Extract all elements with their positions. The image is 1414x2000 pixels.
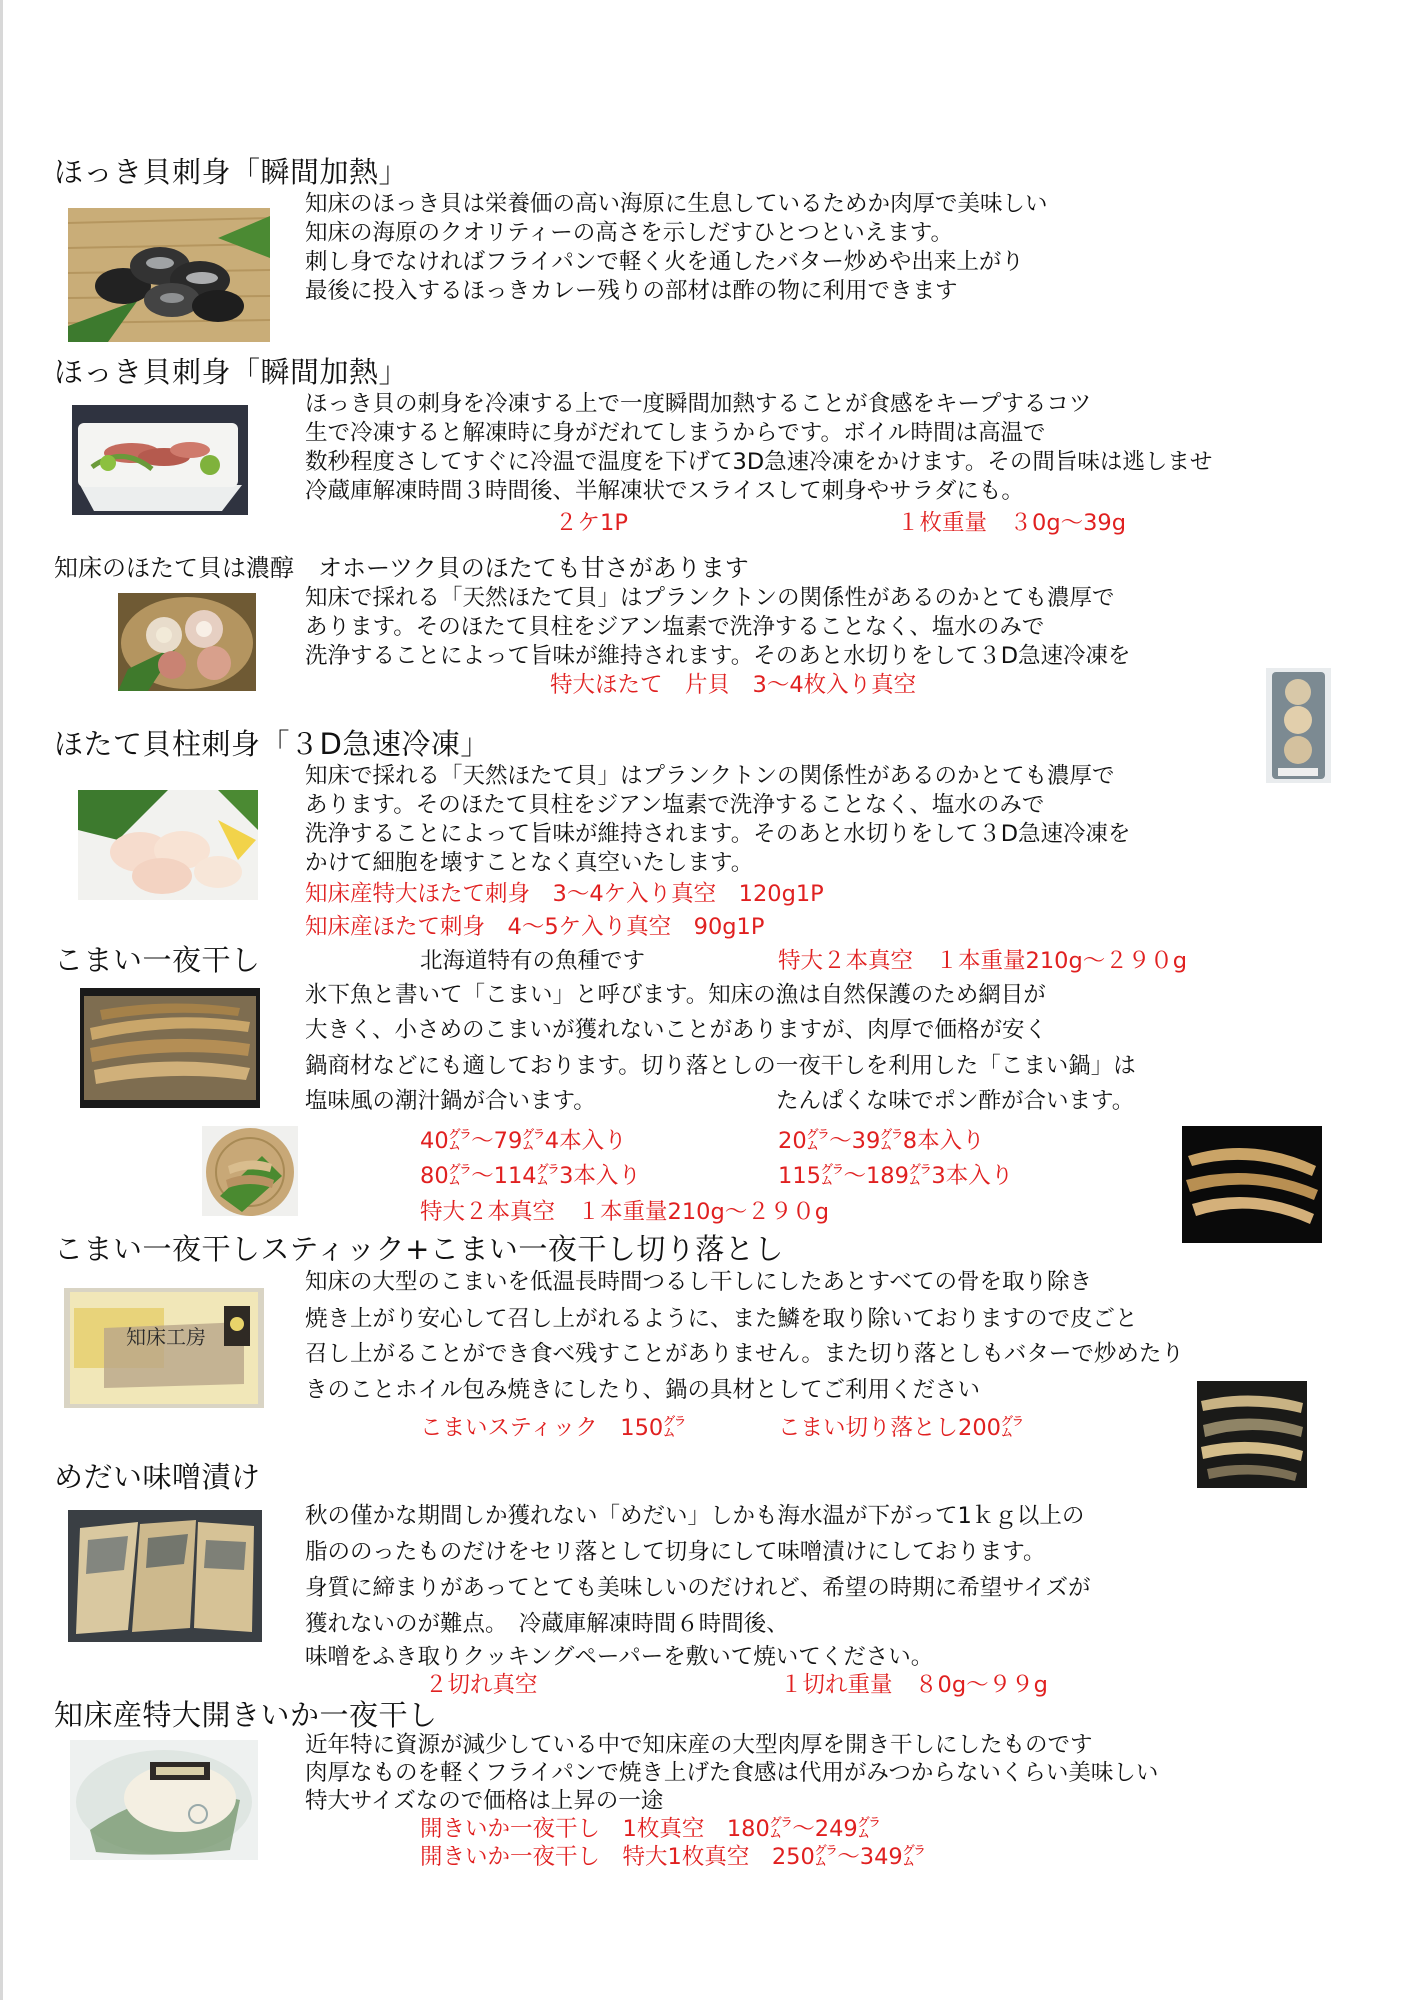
body-line: 洗浄することによって旨味が維持されます。そのあと水切りをして３D急速冷凍を: [305, 821, 1131, 847]
komai-kiriotoshi-photo: [1197, 1381, 1307, 1488]
price-label: 開きいか一夜干し 1枚真空 180㌘～249㌘: [420, 1816, 881, 1842]
komai-stick-package-photo: [64, 1288, 264, 1408]
scallop-sashimi-photo: [78, 790, 258, 900]
price-label: 20㌘～39㌘8本入り: [778, 1128, 985, 1154]
body-line: 肉厚なものを軽くフライパンで焼き上げた食感は代用がみつからないくらい美味しい: [305, 1760, 1159, 1786]
ika-package-photo: [70, 1740, 258, 1860]
body-line: 特大サイズなので価格は上昇の一途: [305, 1788, 664, 1814]
scallop-pack-photo: [1266, 668, 1331, 783]
price-label: １切れ重量 ８0g～９９g: [780, 1672, 1048, 1698]
body-line: 氷下魚と書いて「こまい」と呼びます。知床の漁は自然保護のため網目が: [305, 982, 1046, 1008]
komai-fish-black-photo: [1182, 1126, 1322, 1243]
komai-dried-fish-photo: [80, 988, 260, 1108]
price-label: 115㌘～189㌘3本入り: [778, 1163, 1014, 1189]
section-title-hotate-sashimi: ほたて貝柱刺身「３D急速冷凍」: [54, 727, 490, 761]
price-label: 開きいか一夜干し 特大1枚真空 250㌘～349㌘: [420, 1844, 926, 1870]
section-title-medai: めだい味噌漬け: [54, 1460, 261, 1494]
body-line: 最後に投入するほっきカレー残りの部材は酢の物に利用できます: [305, 278, 958, 304]
body-line: 味噌をふき取りクッキングペーパーを敷いて焼いてください。: [305, 1644, 934, 1670]
body-line: 脂ののったものだけをセリ落として切身にして味噌漬けにしております。: [305, 1539, 1046, 1565]
body-line: 知床のほっき貝は栄養価の高い海原に生息しているためか肉厚で美味しい: [305, 191, 1048, 217]
body-line: 秋の僅かな期間しか獲れない「めだい」しかも海水温が下がって1ｋｇ以上の: [305, 1503, 1085, 1529]
section-title-ika: 知床産特大開きいか一夜干し: [54, 1698, 438, 1732]
body-line: 近年特に資源が減少している中で知床産の大型肉厚を開き干しにしたものです: [305, 1732, 1093, 1758]
body-line: あります。そのほたて貝柱をジアン塩素で洗浄することなく、塩水のみで: [305, 614, 1045, 640]
body-line: たんぱくな味でポン酢が合います。: [776, 1088, 1135, 1114]
body-line: あります。そのほたて貝柱をジアン塩素で洗浄することなく、塩水のみで: [305, 792, 1045, 818]
section-title-komai: こまい一夜干し: [54, 943, 261, 977]
body-line: 冷蔵庫解凍時間３時間後、半解凍状でスライスして刺身やサラダにも。: [305, 478, 1024, 504]
price-label: ２切れ真空: [425, 1672, 538, 1698]
price-label: こまい切り落とし200㌘: [778, 1415, 1024, 1441]
body-line: 数秒程度さしてすぐに冷温で温度を下げて3D急速冷凍をかけます。その間旨味は逃しませ: [305, 449, 1213, 475]
body-line: 鍋商材などにも適しております。切り落としの一夜干しを利用した「こまい鍋」は: [305, 1053, 1136, 1079]
body-line: 焼き上がり安心して召し上がれるように、また鱗を取り除いておりますので皮ごと: [305, 1306, 1138, 1332]
price-label: 特大２本真空 １本重量210g～２９０g: [420, 1199, 830, 1225]
body-line: 知床で採れる「天然ほたて貝」はプランクトンの関係性があるのかとても濃厚で: [305, 585, 1115, 611]
price-label: 80㌘～114㌘3本入り: [420, 1163, 641, 1189]
body-line: 塩味風の潮汁鍋が合います。: [305, 1088, 596, 1114]
hokki-sashimi-photo: [72, 405, 248, 515]
body-line: かけて細胞を壊すことなく真空いたします。: [305, 850, 754, 876]
price-label: 特大ほたて 片貝 3～4枚入り真空: [550, 672, 917, 698]
price-label: １枚重量 ３0g～39g: [897, 510, 1127, 536]
price-label: 特大２本真空 １本重量210g～２９０g: [778, 948, 1188, 974]
page-edge: [0, 0, 3, 2000]
body-line: 洗浄することによって旨味が維持されます。そのあと水切りをして３D急速冷凍を: [305, 643, 1131, 669]
komai-basket-photo: [202, 1126, 298, 1216]
body-line: ほっき貝の刺身を冷凍する上で一度瞬間加熱することが食感をキープするコツ: [305, 391, 1092, 417]
section-title-hotate: 知床のほたて貝は濃醇 オホーツク貝のほたても甘さがあります: [54, 554, 749, 582]
price-label: 知床産ほたて刺身 4～5ケ入り真空 90g1P: [305, 914, 765, 940]
scallop-shell-photo: [118, 593, 256, 691]
body-line: 知床で採れる「天然ほたて貝」はプランクトンの関係性があるのかとても濃厚で: [305, 763, 1115, 789]
section-title-komai-stick: こまい一夜干しスティック+こまい一夜干し切り落とし: [54, 1232, 784, 1266]
price-label: 40㌘～79㌘4本入り: [420, 1128, 627, 1154]
body-line: 獲れないのが難点。 冷蔵庫解凍時間６時間後、: [305, 1611, 789, 1637]
body-line: 召し上がることができ食べ残すことがありません。また切り落としもバターで炒めたり: [305, 1341, 1184, 1367]
package-label-text: 知床工房: [126, 1325, 206, 1349]
body-line: 生で冷凍すると解凍時に身がだれてしまうからです。ボイル時間は高温で: [305, 420, 1046, 446]
section-title-hokki-1: ほっき貝刺身「瞬間加熱」: [54, 155, 409, 189]
medai-miso-photo: [68, 1510, 262, 1642]
body-line: きのことホイル包み焼きにしたり、鍋の具材としてご利用ください: [305, 1377, 981, 1403]
body-line: 身質に締まりがあってとても美味しいのだけれど、希望の時期に希望サイズが: [305, 1575, 1091, 1601]
body-line: 刺し身でなければフライパンで軽く火を通したバター炒めや出来上がり: [305, 249, 1024, 275]
hokki-clam-photo: [68, 208, 270, 342]
price-label: 知床産特大ほたて刺身 3～4ケ入り真空 120g1P: [305, 881, 824, 907]
price-label: こまいスティック 150㌘: [420, 1415, 686, 1441]
body-line: 大きく、小さめのこまいが獲れないことがありますが、肉厚で価格が安く: [305, 1017, 1048, 1043]
body-line: 知床の大型のこまいを低温長時間つるし干しにしたあとすべての骨を取り除き: [305, 1269, 1093, 1295]
price-label: ２ケ1P: [555, 510, 628, 536]
body-line: 知床の海原のクオリティーの高さを示しだすひとつといえます。: [305, 220, 954, 246]
section-title-hokki-2: ほっき貝刺身「瞬間加熱」: [54, 355, 409, 389]
section-subtitle: 北海道特有の魚種です: [420, 948, 646, 974]
